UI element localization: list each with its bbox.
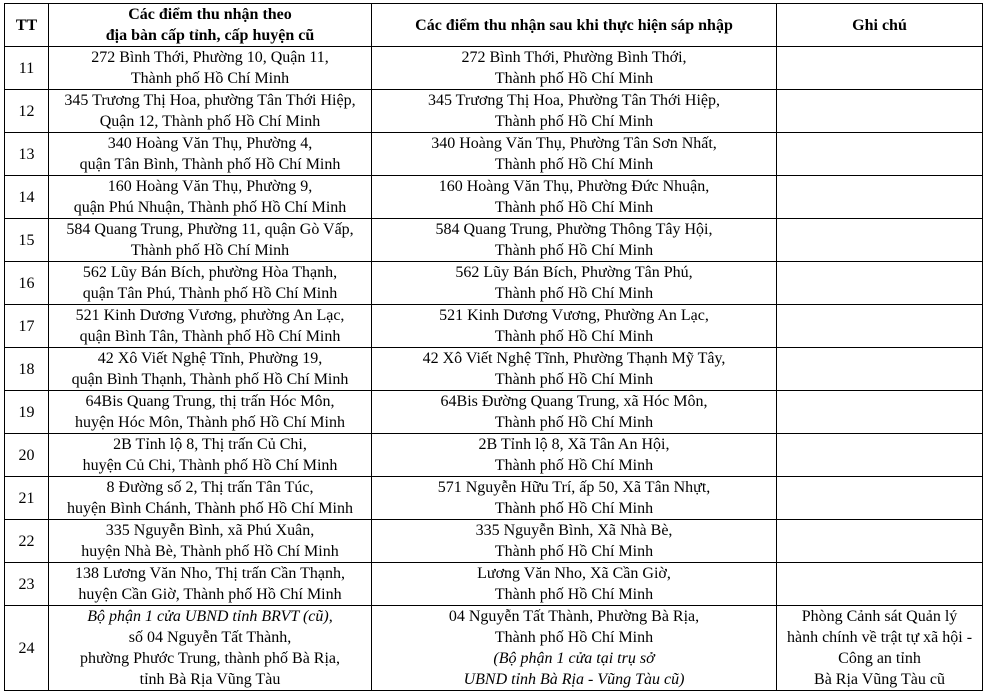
old-location [49,348,372,391]
table-row [5,305,983,348]
new-location-line: 345 Trương Thị Hoa, Phường Tân Thới Hiệp, [427,92,721,109]
new-location-line: Thành phố Hồ Chí Minh [494,371,654,388]
header-old-line-1: Các điểm thu nhận theo [128,6,292,23]
old-location-line: quận Bình Tân, Thành phố Hồ Chí Minh [79,328,341,345]
table-row [5,563,983,606]
table-row [5,47,983,90]
table-row [5,90,983,133]
new-location-line: Thành phố Hồ Chí Minh [494,328,654,345]
new-location-line: 562 Lũy Bán Bích, Phường Tân Phú, [455,264,693,281]
new-location-line: 160 Hoàng Văn Thụ, Phường Đức Nhuận, [438,178,710,195]
table-row [5,477,983,520]
old-location [49,391,372,434]
old-location-line: 335 Nguyễn Bình, xã Phú Xuân, [105,522,315,539]
header-note: Ghi chú [777,4,983,47]
old-location [49,305,372,348]
new-location [372,305,777,348]
table-body [5,47,983,691]
new-location-line: Thành phố Hồ Chí Minh [494,285,654,302]
new-location [372,563,777,606]
old-location-line: 160 Hoàng Văn Thụ, Phường 9, [107,178,313,195]
new-location-line: 272 Bình Thới, Phường Bình Thới, [461,49,687,66]
new-location [372,348,777,391]
new-location-line: 64Bis Đường Quang Trung, xã Hóc Môn, [440,393,708,410]
note-line: hành chính về trật tự xã hội - [786,629,973,646]
new-location-line: Thành phố Hồ Chí Minh [494,70,654,87]
old-location [49,47,372,90]
old-location-line: 2B Tỉnh lộ 8, Thị trấn Củ Chi, [113,436,307,453]
note-cell [777,477,983,520]
table-row [5,133,983,176]
old-location-line: huyện Củ Chi, Thành phố Hồ Chí Minh [82,457,338,474]
note-cell [777,305,983,348]
row-number: 12 [5,90,49,133]
table-row [5,348,983,391]
note-cell [777,391,983,434]
header-tt: TT [5,4,49,47]
new-location-line: Thành phố Hồ Chí Minh [494,629,654,646]
table-row-24 [5,606,983,691]
new-location [372,606,777,691]
row-number: 24 [5,606,49,691]
new-location-line: Thành phố Hồ Chí Minh [494,457,654,474]
old-location-line: 42 Xô Viết Nghệ Tĩnh, Phường 19, [97,350,323,367]
old-location-italic: Bộ phận 1 cửa UBND tỉnh BRVT (cũ), [87,608,333,625]
old-location-line: quận Tân Phú, Thành phố Hồ Chí Minh [82,285,338,302]
header-row [5,4,983,47]
old-location-line: quận Bình Thạnh, Thành phố Hồ Chí Minh [71,371,349,388]
note-cell [777,133,983,176]
old-location-line: Thành phố Hồ Chí Minh [130,70,290,87]
row-number: 17 [5,305,49,348]
new-location-line: 584 Quang Trung, Phường Thông Tây Hội, [435,221,713,238]
old-location [49,133,372,176]
address-table [4,3,983,691]
header-old-locations [49,4,372,47]
table-row [5,520,983,563]
old-location [49,606,372,691]
row-number: 20 [5,434,49,477]
old-location [49,563,372,606]
new-location [372,47,777,90]
old-location-line: tỉnh Bà Rịa Vũng Tàu [139,671,281,688]
note-line: Bà Rịa Vũng Tàu cũ [814,671,945,688]
new-location-line: Thành phố Hồ Chí Minh [494,242,654,259]
old-location-line: huyện Hóc Môn, Thành phố Hồ Chí Minh [75,414,345,431]
row-number: 19 [5,391,49,434]
old-location-line: 345 Trương Thị Hoa, phường Tân Thới Hiệp, [64,92,356,109]
old-location-line: huyện Cần Giờ, Thành phố Hồ Chí Minh [78,586,342,603]
old-location [49,434,372,477]
note-cell [777,176,983,219]
note-cell [777,434,983,477]
old-location-line: Quận 12, Thành phố Hồ Chí Minh [99,113,321,130]
row-number: 18 [5,348,49,391]
row-number: 22 [5,520,49,563]
new-location-line: 521 Kinh Dương Vương, Phường An Lạc, [439,307,709,324]
old-location [49,176,372,219]
note-cell [777,47,983,90]
note-line: Công an tỉnh [838,650,921,667]
note-cell [777,348,983,391]
row-number: 14 [5,176,49,219]
row-number: 23 [5,563,49,606]
old-location-line: Thành phố Hồ Chí Minh [130,242,290,259]
old-location-line: 584 Quang Trung, Phường 11, quận Gò Vấp, [66,221,354,238]
old-location-line: 521 Kinh Dương Vương, phường An Lạc, [75,307,345,324]
old-location [49,520,372,563]
new-location [372,391,777,434]
old-location-line: 8 Đường số 2, Thị trấn Tân Túc, [106,479,314,496]
old-location [49,477,372,520]
old-location-line: 272 Bình Thới, Phường 10, Quận 11, [91,49,329,66]
old-location-line: số 04 Nguyễn Tất Thành, [128,629,292,646]
new-location-line: 2B Tỉnh lộ 8, Xã Tân An Hội, [478,436,670,453]
note-cell [777,606,983,691]
new-location-line: Thành phố Hồ Chí Minh [494,586,654,603]
note-line: Phòng Cảnh sát Quản lý [801,608,958,625]
row-number: 21 [5,477,49,520]
new-location-line: 04 Nguyễn Tất Thành, Phường Bà Rịa, [448,608,700,625]
new-location [372,176,777,219]
new-location-line: 340 Hoàng Văn Thụ, Phường Tân Sơn Nhất, [431,135,717,152]
new-location-line: Thành phố Hồ Chí Minh [494,113,654,130]
old-location [49,90,372,133]
row-number: 15 [5,219,49,262]
note-cell [777,219,983,262]
new-location-line: Thành phố Hồ Chí Minh [494,543,654,560]
row-number: 11 [5,47,49,90]
new-location-line: Thành phố Hồ Chí Minh [494,500,654,517]
new-location [372,219,777,262]
note-cell [777,90,983,133]
note-cell [777,262,983,305]
old-location-line: huyện Bình Chánh, Thành phố Hồ Chí Minh [67,500,353,517]
old-location-line: phường Phước Trung, thành phố Bà Rịa, [79,650,341,667]
old-location-line: 340 Hoàng Văn Thụ, Phường 4, [107,135,313,152]
new-location [372,262,777,305]
table-row [5,391,983,434]
new-location [372,477,777,520]
new-location [372,434,777,477]
new-location-line: Thành phố Hồ Chí Minh [494,414,654,431]
old-location-line: huyện Nhà Bè, Thành phố Hồ Chí Minh [81,543,339,560]
new-location [372,90,777,133]
old-location-line: 64Bis Quang Trung, thị trấn Hóc Môn, [85,393,335,410]
new-location-line: 42 Xô Viết Nghệ Tĩnh, Phường Thạnh Mỹ Tây, [422,350,726,367]
old-location-line: 138 Lương Văn Nho, Thị trấn Cần Thạnh, [75,565,345,582]
row-number: 13 [5,133,49,176]
table-row [5,434,983,477]
old-location [49,219,372,262]
new-location [372,133,777,176]
old-location-line: quận Tân Bình, Thành phố Hồ Chí Minh [79,156,341,173]
new-location-italic: (Bộ phận 1 cửa tại trụ sở [493,650,655,667]
new-location [372,520,777,563]
old-location-line: 562 Lũy Bán Bích, phường Hòa Thạnh, [82,264,338,281]
new-location-line: Lương Văn Nho, Xã Cần Giờ, [477,565,671,582]
old-location-line: quận Phú Nhuận, Thành phố Hồ Chí Minh [73,199,347,216]
new-location-line: 571 Nguyễn Hữu Trí, ấp 50, Xã Tân Nhựt, [437,479,711,496]
new-location-line: 335 Nguyễn Bình, Xã Nhà Bè, [475,522,673,539]
header-old-line-2: địa bàn cấp tỉnh, cấp huyện cũ [105,27,315,44]
table-row [5,219,983,262]
note-cell [777,520,983,563]
old-location [49,262,372,305]
row-number: 16 [5,262,49,305]
table-row [5,262,983,305]
note-cell [777,563,983,606]
new-location-italic: UBND tỉnh Bà Rịa - Vũng Tàu cũ) [463,671,685,688]
new-location-line: Thành phố Hồ Chí Minh [494,156,654,173]
header-new-locations: Các điểm thu nhận sau khi thực hiện sáp nhập [372,4,777,47]
table-row [5,176,983,219]
new-location-line: Thành phố Hồ Chí Minh [494,199,654,216]
